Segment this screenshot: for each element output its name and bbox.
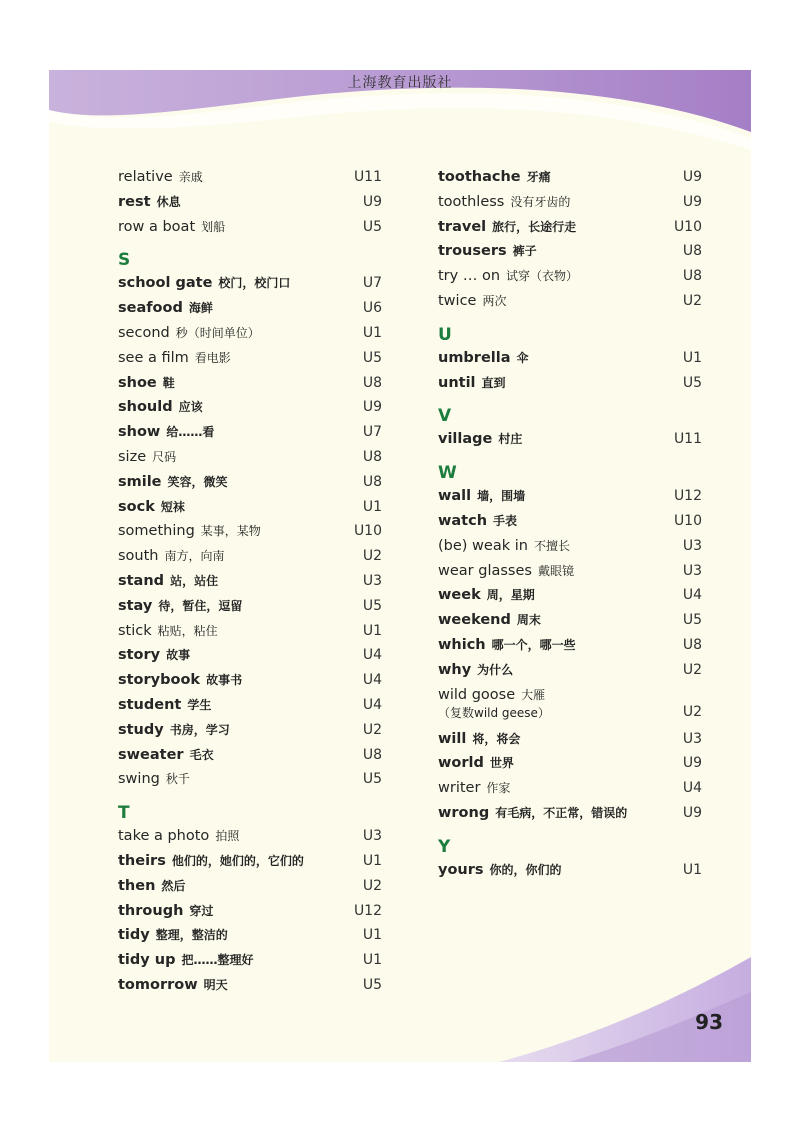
vocabulary-entry: [118, 446, 382, 471]
vocabulary-entry: [118, 900, 382, 925]
vocabulary-entry: [118, 595, 382, 620]
vocabulary-entry: [118, 216, 382, 241]
entry-word: which: [438, 636, 486, 653]
vocabulary-entry: [118, 545, 382, 570]
entry-meaning: 为什么: [477, 662, 514, 677]
entry-unit: U12: [673, 488, 702, 505]
entry-meaning: 粘贴，粘住: [157, 623, 218, 638]
entry-meaning: 直到: [481, 375, 506, 390]
section-letter-text: U: [438, 324, 452, 345]
entry-word: umbrella: [438, 349, 511, 366]
vocabulary-entry: [118, 191, 382, 216]
entry-word: why: [438, 661, 472, 678]
section-letter-text: W: [438, 463, 457, 484]
vocabulary-entry: [438, 560, 702, 585]
entry-meaning: 村庄: [498, 432, 523, 447]
entry-meaning: 穿过: [189, 903, 214, 918]
entry-word: student: [118, 696, 182, 713]
entry-unit: U9: [682, 804, 702, 821]
vocabulary-entry: [118, 372, 382, 397]
entry-unit: U10: [673, 218, 702, 235]
textbook-page: [49, 70, 751, 1062]
vocabulary-entry: [118, 620, 382, 645]
entry-meaning: 没有牙齿的: [510, 194, 571, 209]
entry-word: stay: [118, 597, 153, 614]
entry-word-line: [118, 827, 239, 844]
entry-meaning: 周末: [516, 613, 541, 628]
vocabulary-entry: [438, 216, 702, 241]
entry-unit: U5: [362, 349, 382, 366]
entry-word-line: [438, 661, 513, 678]
vocabulary-entry: [118, 875, 382, 900]
entry-word-line: [118, 926, 228, 943]
entry-meaning: 世界: [489, 756, 514, 771]
entry-meaning: 有毛病，不正常，错误的: [495, 805, 628, 820]
entry-word: tomorrow: [118, 976, 198, 993]
entry-unit: U10: [673, 512, 702, 529]
entry-unit: U2: [682, 661, 702, 678]
entry-word-line: [438, 537, 570, 554]
vocabulary-entry: [118, 322, 382, 347]
vocabulary-entry: [118, 297, 382, 322]
entry-unit: U2: [682, 292, 702, 309]
entry-word-line: [438, 754, 514, 771]
entry-word: south: [118, 548, 159, 565]
entry-word: village: [438, 431, 493, 448]
vocabulary-column-right: [438, 166, 702, 884]
entry-word: stick: [118, 622, 152, 639]
entry-word-line: [118, 770, 190, 787]
entry-word: storybook: [118, 672, 201, 689]
entry-meaning: 尺码: [152, 449, 177, 464]
entry-note: （复数wild geese）: [438, 705, 550, 720]
entry-word-line: [118, 721, 230, 738]
entry-word: something: [118, 523, 195, 540]
entry-word: weekend: [438, 612, 511, 629]
entry-meaning: 故事书: [206, 673, 243, 688]
entry-word-line: [438, 349, 529, 366]
section-letter-text: Y: [438, 836, 451, 857]
vocabulary-entry: [118, 421, 382, 446]
vocabulary-entry: [118, 166, 382, 191]
entry-word: wrong: [438, 804, 490, 821]
entry-unit: U5: [682, 612, 702, 629]
entry-unit: U1: [362, 498, 382, 515]
entry-meaning: 手表: [493, 513, 518, 528]
entry-word: second: [118, 324, 170, 341]
publisher-name: 上海教育出版社: [347, 75, 453, 91]
entry-word: (be) weak in: [438, 537, 528, 554]
entry-meaning: 然后: [161, 878, 186, 893]
entry-unit: U12: [353, 902, 382, 919]
entry-meaning: 将，将会: [472, 731, 521, 746]
entry-meaning: 笑容，微笑: [167, 474, 228, 489]
entry-word-line: [118, 374, 175, 391]
section-letter-text: T: [118, 803, 130, 824]
entry-word-line: [118, 902, 213, 919]
vocabulary-entry: [438, 802, 702, 827]
entry-word-line: [118, 349, 231, 366]
entry-unit: U9: [682, 193, 702, 210]
entry-word-line: [438, 242, 537, 259]
entry-word: trousers: [438, 243, 507, 260]
entry-meaning: 待，暂住，逗留: [158, 598, 243, 613]
entry-unit: U10: [353, 523, 382, 540]
entry-word-line: [118, 877, 185, 894]
entry-word: yours: [438, 861, 484, 878]
entry-word: then: [118, 877, 156, 894]
entry-word-line: [118, 324, 260, 341]
entry-meaning: 看电影: [194, 350, 231, 365]
entry-meaning: 周，星期: [486, 588, 535, 603]
entry-word: wild goose: [438, 686, 516, 703]
entry-word: toothache: [438, 169, 521, 185]
entry-word-line: [438, 292, 506, 309]
entry-unit: U7: [362, 424, 382, 441]
entry-word: shoe: [118, 374, 157, 391]
entry-word: take a photo: [118, 828, 210, 845]
entry-unit: U1: [362, 952, 382, 969]
entry-word-line: [118, 193, 181, 210]
vocabulary-entry: [438, 859, 702, 884]
vocabulary-entry: [438, 372, 702, 397]
entry-unit: U1: [362, 324, 382, 341]
vocabulary-entry: [438, 265, 702, 290]
entry-meaning: 亲戚: [178, 170, 203, 184]
entry-word: watch: [438, 512, 488, 529]
entry-word-line: [438, 562, 574, 579]
entry-unit: U2: [362, 721, 382, 738]
entry-meaning: 不擅长: [533, 538, 570, 553]
entry-unit: U1: [682, 349, 702, 366]
entry-word: see a film: [118, 349, 189, 366]
section-letter: [438, 453, 702, 485]
entry-word: show: [118, 424, 161, 441]
entry-meaning: 校门，校门口: [218, 276, 291, 291]
entry-unit: U2: [682, 703, 702, 720]
entry-word: row a boat: [118, 218, 196, 235]
entry-meaning: 拍照: [215, 829, 240, 844]
entry-unit: U8: [362, 448, 382, 465]
entry-unit: U5: [362, 976, 382, 993]
entry-word-line: [118, 168, 203, 185]
entry-meaning: 南方，向南: [164, 549, 225, 564]
entry-word: world: [438, 755, 484, 772]
vocabulary-entry: [438, 191, 702, 216]
entry-unit: U1: [362, 622, 382, 639]
entry-word-line: [118, 218, 225, 235]
vocabulary-entry: [118, 347, 382, 372]
entry-word: writer: [438, 780, 481, 797]
entry-meaning: 把……整理好: [181, 953, 254, 968]
entry-word-line: [118, 597, 242, 614]
entry-word-line: [438, 804, 627, 821]
entry-unit: U6: [362, 300, 382, 317]
entry-meaning: 短袜: [160, 499, 185, 514]
entry-meaning: 他们的，她们的，它们的: [171, 853, 304, 868]
entry-word: should: [118, 399, 173, 416]
entry-word: sock: [118, 498, 155, 515]
entry-unit: U11: [353, 169, 382, 185]
entry-meaning: 明天: [203, 977, 228, 992]
entry-word: size: [118, 448, 147, 465]
entry-unit: U8: [362, 746, 382, 763]
entry-word-line: [118, 547, 225, 564]
entry-unit: U4: [362, 696, 382, 713]
vocabulary-entry: [438, 166, 702, 191]
vocabulary-entry: [438, 535, 702, 560]
vocabulary-entry: [438, 290, 702, 315]
section-letter-text: V: [438, 406, 452, 427]
entry-unit: U8: [362, 374, 382, 391]
entry-word: wear glasses: [438, 562, 532, 579]
entry-meaning: 戴眼镜: [537, 563, 574, 578]
entry-word: school gate: [118, 275, 213, 292]
entry-word-line: [438, 218, 576, 235]
entry-meaning: 整理，整洁的: [155, 928, 228, 943]
vocabulary-entry: [118, 924, 382, 949]
vocabulary-entry: [438, 347, 702, 372]
entry-word-line: [118, 671, 242, 688]
entry-meaning: 墙，围墙: [477, 489, 526, 504]
entry-word-line: [438, 430, 522, 447]
entry-word-line: [438, 861, 562, 878]
vocabulary-entry: [438, 609, 702, 634]
vocabulary-entry: [438, 659, 702, 684]
entry-unit: U3: [682, 562, 702, 579]
section-letter: [118, 240, 382, 272]
vocabulary-entry: [118, 768, 382, 793]
entry-meaning: 学生: [187, 697, 212, 712]
vocabulary-entry: [438, 634, 702, 659]
entry-unit: U1: [362, 852, 382, 869]
entry-word-line: [438, 686, 545, 703]
vocabulary-entry: [118, 272, 382, 297]
entry-word-line: [118, 852, 304, 869]
entry-word-line: [438, 193, 570, 210]
entry-word-line: [438, 374, 506, 391]
bottom-decorative-band: [49, 952, 751, 1062]
entry-meaning: 牙痛: [526, 170, 551, 184]
page-number: 93: [695, 1010, 723, 1034]
entry-unit: U1: [682, 861, 702, 878]
entry-word: try … on: [438, 268, 501, 285]
entry-meaning: 试穿（衣物）: [506, 269, 579, 284]
entry-unit: U4: [682, 780, 702, 797]
entry-word: smile: [118, 473, 162, 490]
entry-word: wall: [438, 488, 472, 505]
entry-meaning: 划船: [201, 219, 226, 234]
vocabulary-entry: [438, 584, 702, 609]
entry-unit: U2: [362, 877, 382, 894]
entry-word-line: [118, 473, 228, 490]
vocabulary-entry: [118, 471, 382, 496]
vocabulary-entry: [118, 744, 382, 769]
entry-unit: U5: [362, 218, 382, 235]
vocabulary-entry: [438, 777, 702, 802]
entry-unit: U11: [673, 431, 702, 448]
entry-word: study: [118, 721, 164, 738]
vocabulary-entry: [118, 570, 382, 595]
entry-meaning: 海鲜: [188, 301, 213, 316]
vocabulary-entry: [118, 719, 382, 744]
entry-unit: U5: [362, 771, 382, 788]
vocabulary-entry: [438, 510, 702, 535]
entry-unit: U9: [682, 755, 702, 772]
entry-meaning: 书房，学习: [169, 722, 230, 737]
vocabulary-entry: [438, 752, 702, 777]
vocabulary-entry: [118, 694, 382, 719]
entry-unit: U9: [362, 193, 382, 210]
entry-unit: U7: [362, 275, 382, 292]
entry-word-line: [118, 274, 290, 291]
section-letter: [438, 827, 702, 859]
entry-word-line: [118, 646, 190, 663]
entry-unit: U4: [682, 587, 702, 604]
entry-unit: U3: [362, 572, 382, 589]
entry-word-line: [118, 746, 214, 763]
vocabulary-entry: [118, 669, 382, 694]
section-letter: [438, 396, 702, 428]
entry-meaning: 旅行，长途行走: [492, 219, 577, 234]
entry-word: will: [438, 730, 467, 747]
vocabulary-entry: [438, 728, 702, 753]
entry-word: through: [118, 902, 184, 919]
entry-word: theirs: [118, 852, 166, 869]
entry-word-line: [118, 299, 213, 316]
entry-meaning: 站，站住: [170, 573, 219, 588]
entry-meaning: 你的，你们的: [489, 862, 562, 877]
entry-unit: U2: [362, 548, 382, 565]
entry-meaning: 故事: [166, 648, 191, 663]
entry-word: toothless: [438, 193, 505, 210]
section-letter: [438, 315, 702, 347]
entry-word-line: [438, 636, 576, 653]
entry-word-line: [118, 448, 176, 465]
entry-word: tidy: [118, 927, 150, 944]
entry-word: story: [118, 647, 161, 664]
entry-unit: U3: [682, 730, 702, 747]
entry-unit: U9: [682, 169, 702, 185]
entry-word-line: [438, 487, 525, 504]
entry-word: twice: [438, 292, 477, 309]
entry-meaning: 鞋: [162, 375, 175, 390]
section-letter: [118, 793, 382, 825]
entry-meaning: 毛衣: [189, 747, 214, 762]
entry-word: travel: [438, 218, 487, 235]
vocabulary-column-left: [118, 166, 382, 999]
entry-word-line: [438, 779, 510, 796]
entry-meaning: 秒（时间单位）: [175, 325, 260, 340]
entry-meaning: 裤子: [512, 244, 537, 259]
entry-meaning: 大雁: [521, 687, 546, 702]
entry-unit: U1: [362, 927, 382, 944]
vocabulary-entry: [118, 825, 382, 850]
entry-unit: U8: [682, 243, 702, 260]
entry-meaning: 某事，某物: [200, 524, 261, 539]
entry-unit: U5: [682, 374, 702, 391]
entry-word: stand: [118, 572, 165, 589]
entry-unit: U9: [362, 399, 382, 416]
entry-word-line: [118, 498, 185, 515]
entry-word-line: [118, 423, 214, 440]
entry-word-line: [438, 512, 517, 529]
entry-word: until: [438, 374, 476, 391]
entry-word: relative: [118, 169, 173, 185]
vocabulary-entry: [118, 520, 382, 545]
entry-unit: U5: [362, 597, 382, 614]
entry-meaning: 应该: [178, 400, 203, 415]
entry-word-line: [118, 696, 211, 713]
vocabulary-entry: [438, 240, 702, 265]
entry-word-line: [438, 267, 578, 284]
entry-unit: U8: [682, 268, 702, 285]
entry-unit: U8: [682, 636, 702, 653]
entry-word-line: [438, 168, 551, 185]
entry-word-line: [438, 586, 535, 603]
entry-word: sweater: [118, 746, 184, 763]
entry-word: tidy up: [118, 952, 176, 969]
vocabulary-entry: [438, 428, 702, 453]
entry-unit: U4: [362, 672, 382, 689]
entry-word-line: [118, 622, 218, 639]
vocabulary-entry: [438, 684, 702, 728]
vocabulary-entry: [118, 396, 382, 421]
entry-meaning: 给……看: [166, 425, 215, 440]
entry-unit: U8: [362, 473, 382, 490]
section-letter-text: S: [118, 250, 131, 271]
vocabulary-entry: [118, 496, 382, 521]
entry-unit: U3: [362, 828, 382, 845]
vocabulary-entry: [438, 485, 702, 510]
entry-meaning: 两次: [482, 293, 507, 308]
vocabulary-entry: [118, 850, 382, 875]
entry-word: swing: [118, 771, 160, 788]
entry-meaning: 作家: [486, 781, 511, 796]
vocabulary-entry: [118, 644, 382, 669]
entry-meaning: 哪一个，哪一些: [491, 637, 576, 652]
entry-word: rest: [118, 193, 151, 210]
entry-word-line: [118, 572, 218, 589]
entry-meaning: 休息: [156, 194, 181, 209]
entry-word: week: [438, 587, 481, 604]
entry-word-line: [118, 522, 261, 539]
entry-word-line: [438, 730, 520, 747]
entry-meaning: 秋千: [165, 772, 190, 787]
entry-unit: U4: [362, 647, 382, 664]
entry-unit: U3: [682, 537, 702, 554]
entry-meaning: 伞: [516, 350, 529, 365]
entry-word-line: [438, 611, 541, 628]
entry-word-line: [118, 398, 203, 415]
entry-word: seafood: [118, 300, 183, 317]
